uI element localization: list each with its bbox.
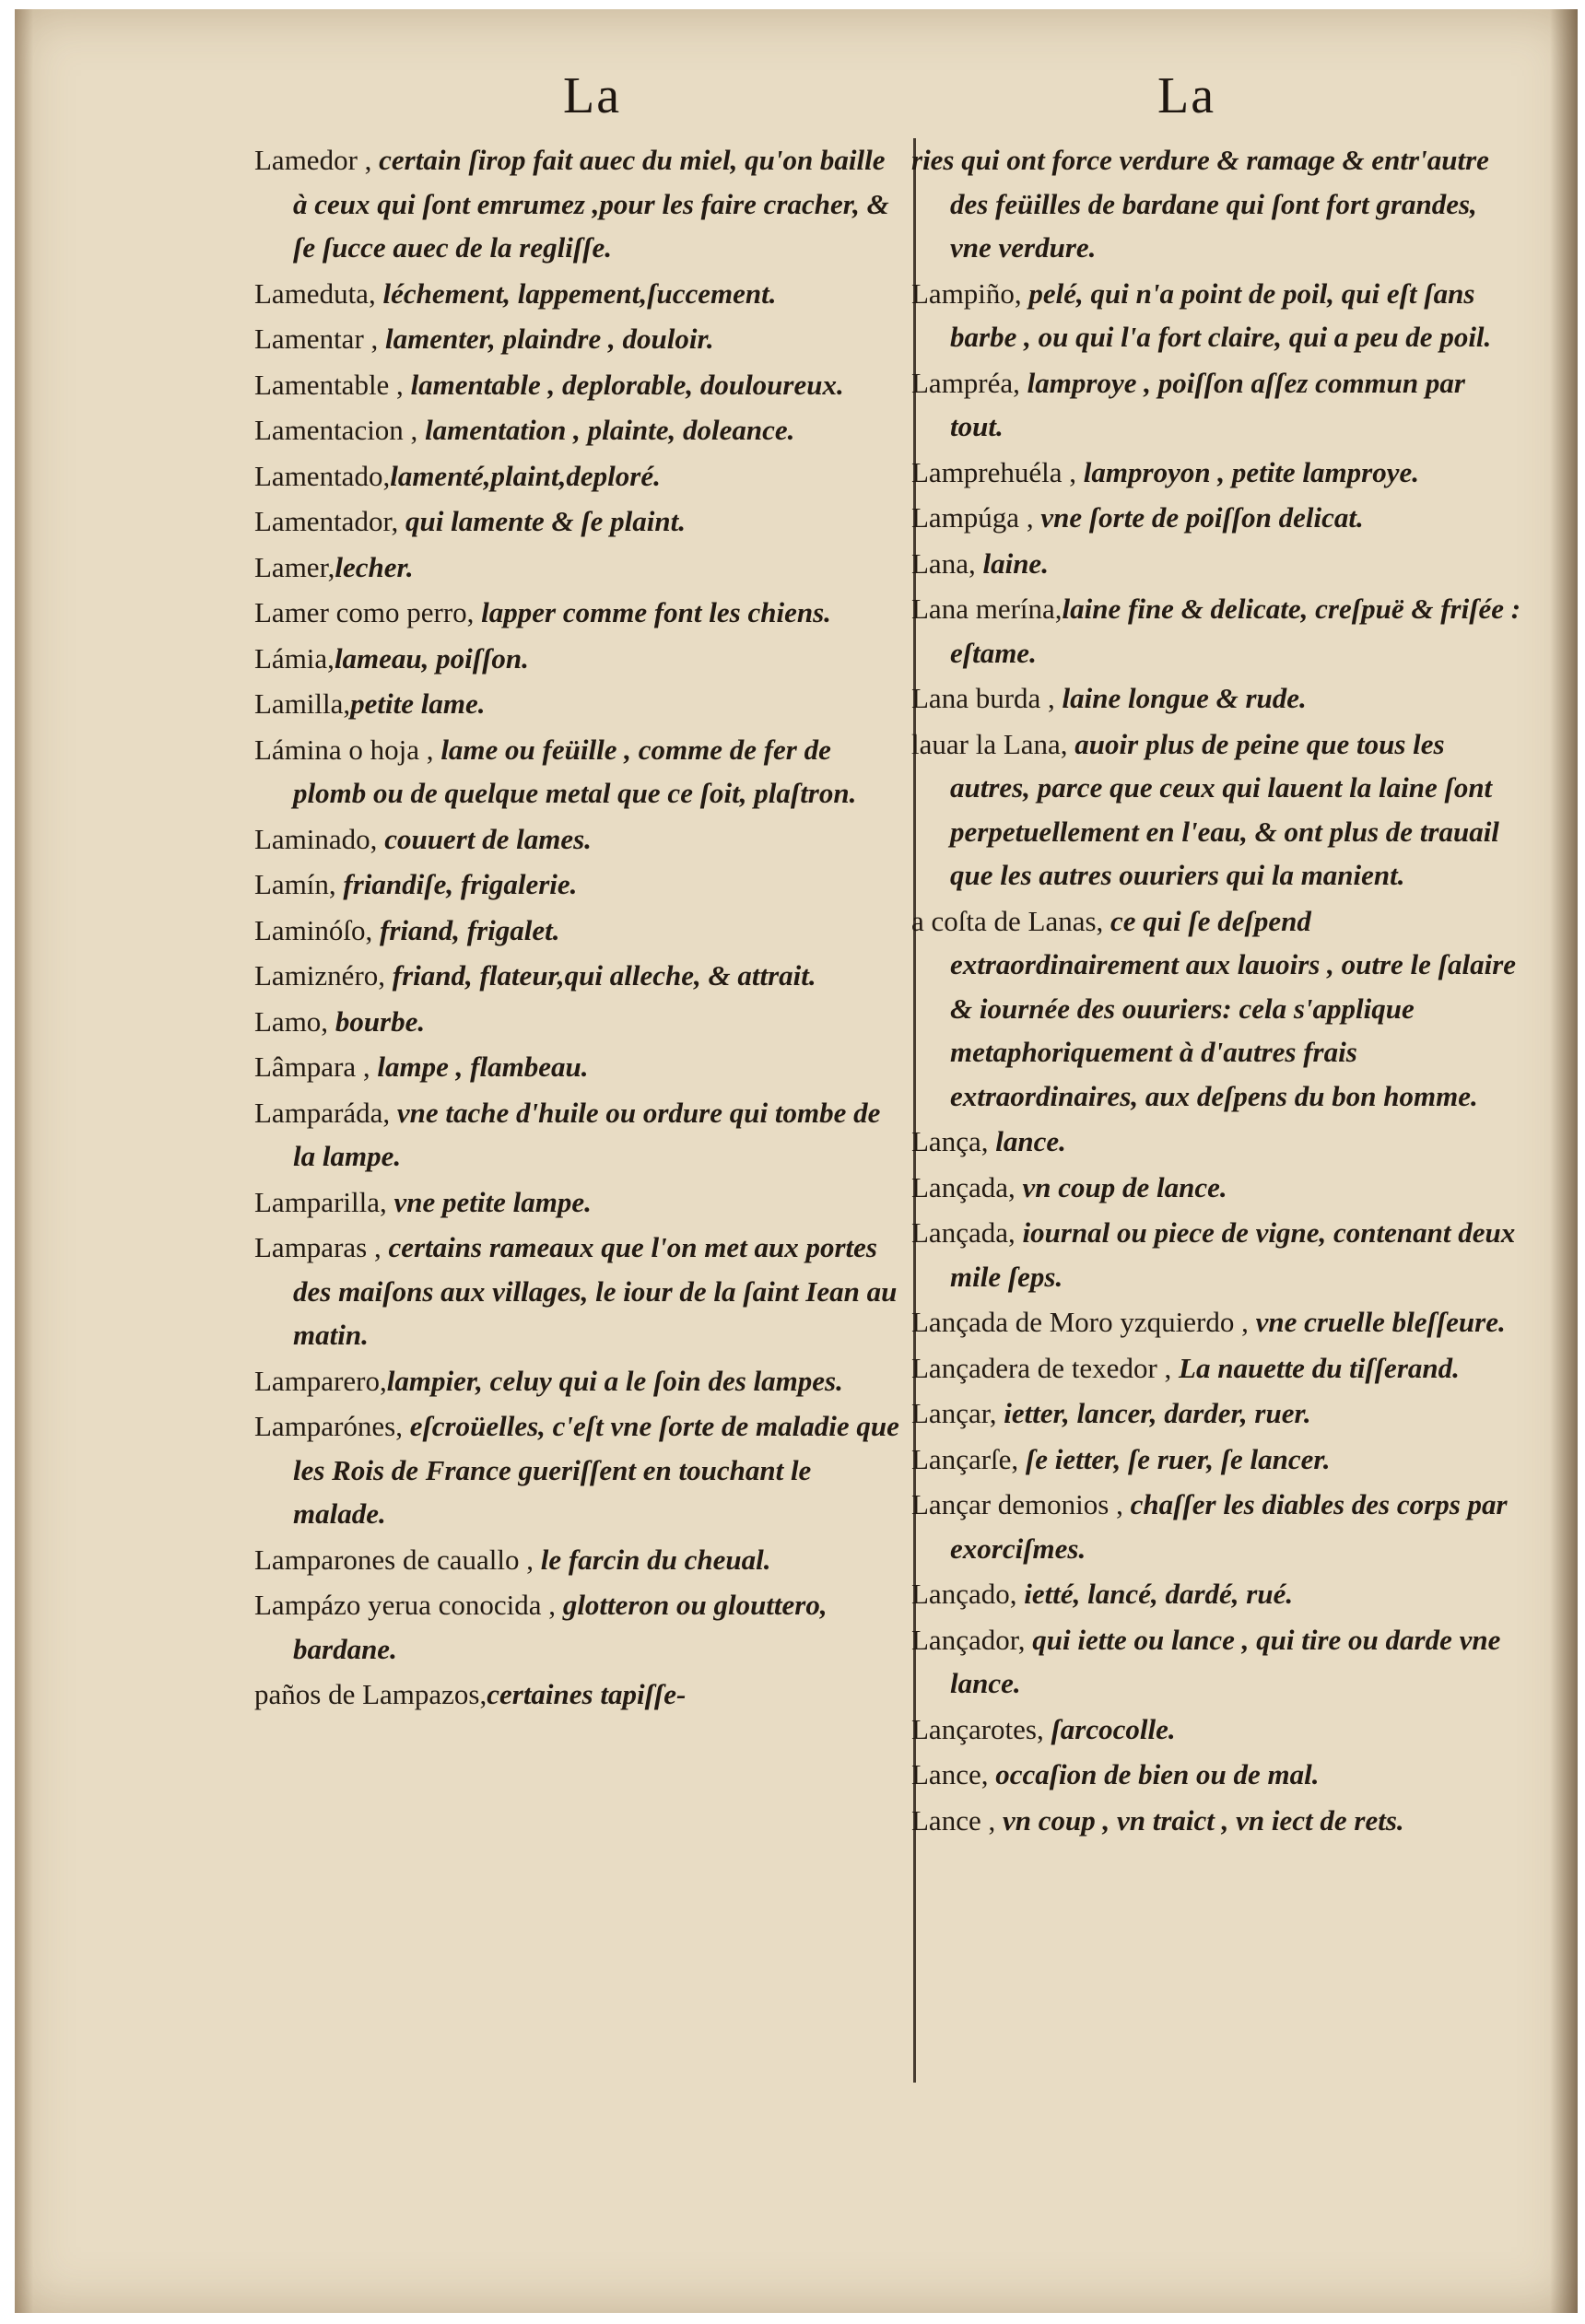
dictionary-entry — [911, 1300, 1521, 1344]
entry-headword: Lance, — [911, 1758, 989, 1790]
entry-definition: iournal ou piece de vigne, contenant deux mile ſeps. — [950, 1216, 1516, 1293]
entry-headword: Lamilla, — [254, 687, 351, 720]
entry-definition: vne ſorte de poiſſon delicat. — [1033, 501, 1364, 534]
dictionary-entry — [254, 1359, 901, 1403]
dictionary-entry — [911, 1346, 1521, 1391]
entry-definition: le farcin du cheual. — [533, 1543, 771, 1576]
dictionary-entry — [254, 499, 901, 544]
entry-definition: lameau, poiſſon. — [334, 641, 529, 675]
entry-definition: vne cruelle bleſſeure. — [1248, 1306, 1506, 1338]
entry-headword: paños de Lampazos, — [254, 1678, 487, 1710]
dictionary-entry — [254, 1404, 901, 1536]
dictionary-entry — [911, 1483, 1521, 1570]
entry-headword: Lamín, — [254, 868, 336, 900]
entry-definition: occaſion de bien ou de mal. — [988, 1758, 1320, 1790]
entry-definition: ſe ietter, ſe ruer, ſe lancer. — [1018, 1442, 1331, 1475]
entry-definition: lamproyon , petite lamproye. — [1076, 455, 1419, 488]
entry-definition: eſcroüelles, c'eſt vne ſorte de maladie que les Rois de France gueriſſent en touchant le malade. — [293, 1410, 899, 1530]
entry-definition: lame ou feüille , comme de fer de plomb ou de quelque metal que ce ſoit, plaſtron. — [293, 733, 857, 809]
entry-headword: Lançada, — [911, 1170, 1016, 1203]
dictionary-entry — [911, 272, 1521, 359]
entry-definition: lamenter, plaindre , douloir. — [378, 323, 714, 355]
entry-headword: Lâmpara , — [254, 1050, 370, 1083]
entry-headword: Lampiño, — [911, 276, 1022, 310]
page-shadow-left — [15, 9, 33, 2313]
dictionary-entry — [254, 546, 901, 590]
dictionary-entry — [254, 1538, 901, 1582]
entry-definition: qui lamente & ſe plaint. — [398, 505, 687, 537]
entry-headword: Lamentador, — [254, 505, 399, 537]
entry-headword: Lamer, — [254, 550, 335, 583]
dictionary-entry — [911, 1120, 1521, 1164]
entry-definition: lampe , flambeau. — [370, 1050, 589, 1083]
entry-headword: Lamparones de cauallo , — [254, 1543, 534, 1576]
dictionary-entry — [254, 909, 901, 953]
entry-headword: Lançada, — [911, 1216, 1016, 1249]
entry-definition: lapper comme font les chiens. — [474, 596, 831, 628]
entry-definition: bourbe. — [328, 1004, 426, 1038]
dictionary-entry — [254, 1673, 901, 1717]
dictionary-entry — [911, 1166, 1521, 1210]
dictionary-entry — [911, 899, 1521, 1119]
entry-definition: auoir plus de peine que tous les autres, parce que ceux qui lauent la laine ſont perpetuellement en l'eau, & ont plus de trauail que les autres ouuriers qui la manient. — [950, 727, 1499, 891]
entry-headword: Lamentacion , — [254, 414, 418, 446]
dictionary-entry — [254, 138, 901, 270]
entry-headword: Lançar demonios , — [911, 1488, 1123, 1520]
entry-headword: Lança, — [911, 1125, 989, 1157]
book-page — [15, 9, 1578, 2313]
entry-headword: Lámia, — [254, 641, 335, 675]
entry-headword: Lamparero, — [254, 1364, 387, 1397]
dictionary-entry — [911, 722, 1521, 898]
dictionary-entry — [254, 591, 901, 635]
page-shadow-right — [1550, 9, 1578, 2313]
entry-definition: certains rameaux que l'on met aux portes des maiſons aux villages, le iour de la ſaint Iean au matin. — [293, 1231, 898, 1351]
entry-definition: ce qui ſe deſpend extraordinairement aux lauoirs , outre le ſalaire & iournée des ouuriers: cela s'applique metaphoriquement à d'autres frais extraordinaires, aux deſpens du bon homme. — [950, 904, 1517, 1112]
entry-definition: lamentable , deplorable, douloureux. — [403, 368, 844, 401]
entry-headword: Lançarotes, — [911, 1712, 1044, 1745]
entry-definition: laine longue & rude. — [1054, 682, 1307, 714]
entry-headword: Lamedor , — [254, 144, 372, 176]
dictionary-entry — [911, 1708, 1521, 1752]
dictionary-entry — [911, 361, 1521, 449]
dictionary-entry — [911, 138, 1521, 270]
right-column — [895, 138, 1520, 1844]
entry-definition: laine. — [975, 546, 1049, 580]
dictionary-entry — [911, 1211, 1521, 1298]
entry-definition: ſarcocolle. — [1043, 1712, 1176, 1745]
running-header-right: La — [1157, 67, 1216, 124]
entry-definition: léchement, lappement,ſuccement. — [375, 276, 777, 310]
entry-headword: Lameduta, — [254, 276, 376, 310]
dictionary-entry — [911, 1753, 1521, 1797]
entry-headword: Lançarſe, — [911, 1442, 1019, 1475]
entry-headword: Lançadera de texedor , — [911, 1351, 1172, 1384]
entry-definition: lamproye , poiſſon aſſez commun par tout. — [950, 366, 1465, 442]
dictionary-entry — [254, 408, 901, 452]
entry-definition: La nauette du tiſſerand. — [1171, 1351, 1460, 1384]
entry-headword: Lance , — [911, 1803, 996, 1837]
running-header-left: La — [563, 67, 622, 124]
entry-headword: Lamiznéro, — [254, 959, 386, 992]
entry-headword: Lançador, — [911, 1623, 1026, 1656]
dictionary-entry — [911, 676, 1521, 721]
entry-headword: Laminóſo, — [254, 913, 373, 946]
entry-definition: vn coup , vn traict , vn iect de rets. — [995, 1803, 1404, 1837]
entry-definition: friandiſe, frigalerie. — [335, 868, 578, 900]
entry-headword: Lámina o hoja , — [254, 733, 434, 766]
entry-definition: vne petite lampe. — [386, 1185, 592, 1218]
entry-definition: friand, flateur,qui alleche, & attrait. — [385, 959, 816, 992]
entry-definition: pelé, qui n'a point de poil, qui eſt ſans barbe , ou qui l'a fort claire, qui a peu de poil. — [950, 276, 1492, 353]
entry-headword: a coſta de Lanas, — [911, 904, 1104, 937]
entry-definition: couuert de lames. — [377, 822, 592, 855]
entry-definition: qui iette ou lance , qui tire ou darde vne lance. — [950, 1623, 1501, 1699]
entry-headword: Lampréa, — [911, 366, 1020, 399]
entry-headword: Lana burda , — [911, 682, 1055, 714]
dictionary-entry — [911, 1618, 1521, 1706]
dictionary-entry — [254, 817, 901, 862]
dictionary-entry — [911, 451, 1521, 495]
entry-definition: lamenté,plaint,deploré. — [390, 459, 661, 492]
entry-headword: Lampúga , — [911, 501, 1034, 534]
entry-definition: ries qui ont force verdure & ramage & entr'autre des feüilles de bardane qui ſont fort grandes, vne verdure. — [911, 144, 1489, 264]
entry-definition: ietté, lancé, dardé, rué. — [1016, 1578, 1294, 1610]
entry-definition: chaſſer les diables des corps par exorciſmes. — [950, 1488, 1508, 1565]
entry-headword: Lamparas , — [254, 1231, 382, 1263]
entry-definition: lance. — [988, 1125, 1066, 1157]
entry-headword: Lampázo yerua conocida , — [254, 1589, 557, 1621]
entry-definition: glotteron ou glouttero, bardane. — [293, 1589, 828, 1665]
dictionary-entry — [254, 454, 901, 499]
entry-headword: lauar la Lana, — [911, 727, 1068, 760]
entry-headword: Lamentar , — [254, 323, 379, 355]
entry-headword: Lamprehuéla , — [911, 455, 1077, 488]
left-column — [254, 138, 899, 1719]
entry-headword: Lana, — [911, 546, 976, 580]
entry-headword: Lançar, — [911, 1397, 997, 1429]
dictionary-entry — [254, 1226, 901, 1357]
dictionary-entry — [254, 317, 901, 361]
dictionary-entry — [911, 496, 1521, 540]
dictionary-entry — [911, 1391, 1521, 1436]
dictionary-entry — [254, 954, 901, 998]
dictionary-entry — [254, 363, 901, 407]
entry-definition: laine fine & delicate, creſpuë & friſée : eſtame. — [950, 593, 1521, 669]
dictionary-entry — [254, 1583, 901, 1671]
entry-definition: lampier, celuy qui a le ſoin des lampes. — [386, 1364, 843, 1397]
entry-definition: certaines tapiſſe- — [487, 1678, 687, 1710]
entry-headword: Lançado, — [911, 1578, 1017, 1610]
dictionary-entry — [911, 542, 1521, 586]
entry-headword: Lamer como perro, — [254, 596, 475, 628]
dictionary-entry — [254, 637, 901, 681]
dictionary-entry — [254, 272, 901, 316]
entry-definition: petite lame. — [350, 687, 486, 720]
dictionary-entry — [911, 587, 1521, 675]
entry-headword: Lamentado, — [254, 459, 391, 492]
entry-definition: ietter, lancer, darder, ruer. — [996, 1397, 1311, 1429]
dictionary-entry — [254, 1045, 901, 1089]
entry-headword: Lamparónes, — [254, 1410, 403, 1442]
dictionary-entry — [911, 1572, 1521, 1616]
entry-headword: Lamparilla, — [254, 1185, 387, 1218]
entry-headword: Laminado, — [254, 822, 378, 855]
entry-headword: Lançada de Moro yzquierdo , — [911, 1306, 1249, 1338]
dictionary-entry — [254, 1091, 901, 1179]
entry-definition: friand, frigalet. — [372, 913, 560, 946]
entry-definition: lamentation , plainte, doleance. — [417, 414, 795, 446]
dictionary-entry — [254, 863, 901, 907]
entry-headword: Lamo, — [254, 1004, 329, 1038]
dictionary-entry — [911, 1438, 1521, 1482]
entry-definition: lecher. — [335, 550, 414, 583]
entry-definition: vn coup de lance. — [1015, 1170, 1227, 1203]
dictionary-entry — [911, 1799, 1521, 1843]
entry-headword: Lana merína, — [911, 593, 1063, 625]
entry-definition: vne tache d'huile ou ordure qui tombe de la lampe. — [293, 1096, 881, 1172]
entry-definition: certain ſirop fait auec du miel, qu'on baille à ceux qui ſont emrumez ,pour les faire cracher, & ſe ſucce auec de la regliſſe. — [293, 144, 889, 264]
dictionary-entry — [254, 1000, 901, 1044]
entry-headword: Lamentable , — [254, 368, 404, 401]
dictionary-entry — [254, 682, 901, 726]
dictionary-entry — [254, 1180, 901, 1225]
dictionary-entry — [254, 728, 901, 816]
entry-headword: Lamparáda, — [254, 1096, 391, 1129]
